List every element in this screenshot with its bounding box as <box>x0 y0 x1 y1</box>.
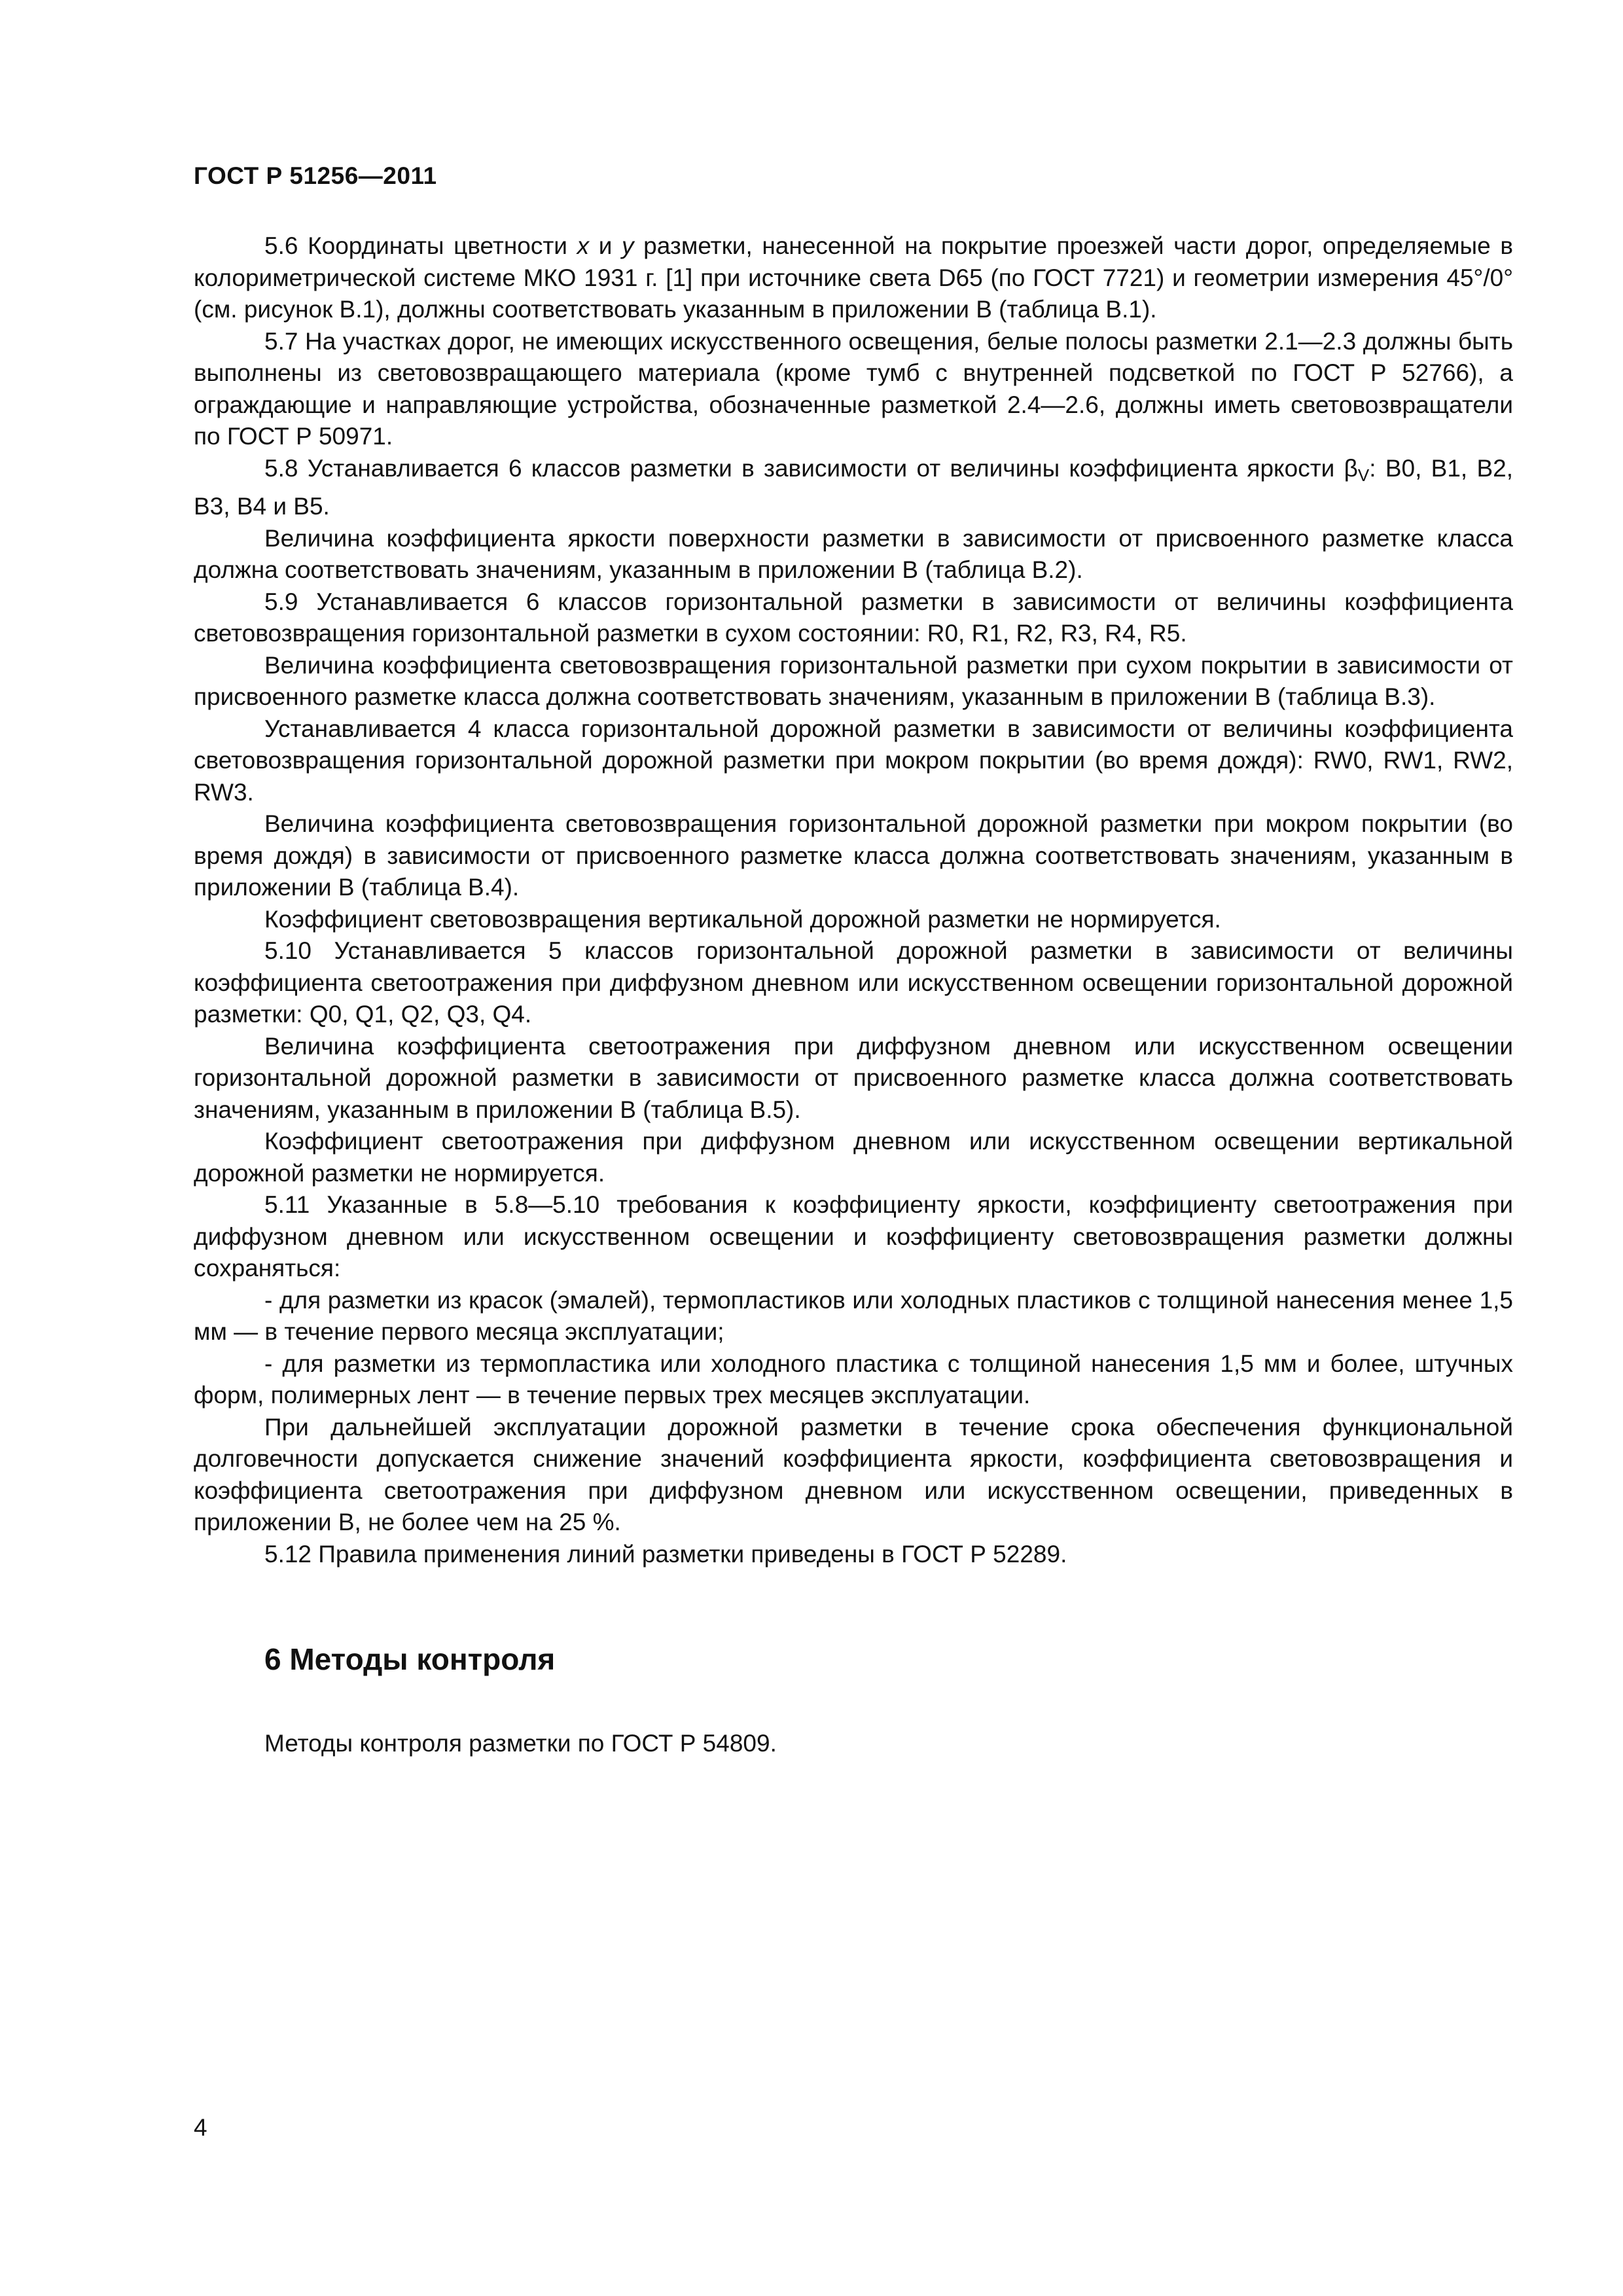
paragraph-5-6 <box>194 230 1513 326</box>
list-item: - для разметки из термопластика или холодного пластика с толщиной нанесения 1,5 мм и более, штучных форм, полимерных лент — в течение первых трех месяцев эксплуатации. <box>194 1350 1513 1408</box>
page-number: 4 <box>194 2114 207 2141</box>
paragraph-text: разметки, нанесенной на покрытие проезжей части дорог, определяемые в колориметрической системе МКО 1931 г. [1] при источнике света D65 (по ГОСТ 7721) и геометрии измерения 45°/0° (см. рисунок В.1), должны соответствовать указанным в приложении В (таблица В.1). <box>194 232 1513 323</box>
paragraph-retroreflection-dry: Величина коэффициента световозвращения горизонтальной разметки при сухом покрытии в зависимости от присвоенного разметке класса должна соответствовать значениям, указанным в приложении В (таблица В.3). <box>194 651 1513 710</box>
symbol-x: x <box>577 232 590 259</box>
paragraph-further-operation: При дальнейшей эксплуатации дорожной разметки в течение срока обеспечения функциональной долговечности допускается снижение значений коэффициента яркости, коэффициента световозвращения и коэффициента светоотражения при диффузном дневном или искусственном освещении, приведенных в приложении В, не более чем на 25 %. <box>194 1413 1513 1535</box>
symbol-y: y <box>622 232 634 259</box>
paragraph-brightness: Величина коэффициента яркости поверхности разметки в зависимости от присвоенного разметке класса должна соответствовать значениям, указанным в приложении В (таблица В.2). <box>194 524 1513 583</box>
symbol-subscript-v: V <box>1357 465 1370 485</box>
section-text: Методы контроля разметки по ГОСТ Р 54809. <box>264 1730 777 1757</box>
paragraph-vertical-retroreflection: Коэффициент световозвращения вертикальной дорожной разметки не нормируется. <box>264 905 1221 933</box>
paragraph-5-12: 5.12 Правила применения линий разметки приведены в ГОСТ Р 52289. <box>264 1540 1067 1568</box>
paragraph-5-8 <box>194 453 1513 523</box>
paragraph-5-9: 5.9 Устанавливается 6 классов горизонтальной разметки в зависимости от величины коэффициента световозвращения горизонтальной разметки в сухом состоянии: R0, R1, R2, R3, R4, R5. <box>194 588 1513 647</box>
document-header: ГОСТ Р 51256—2011 <box>194 162 437 189</box>
document-body <box>194 230 1513 1570</box>
symbol-beta: β <box>1344 454 1358 482</box>
list-item: - для разметки из красок (эмалей), термопластиков или холодных пластиков с толщиной нанесения менее 1,5 мм — в течение первого месяца эксплуатации; <box>194 1286 1513 1345</box>
paragraph-5-7: 5.7 На участках дорог, не имеющих искусственного освещения, белые полосы разметки 2.1—2.3 должны быть выполнены из световозвращающего материала (кроме тумб с внутренней подсветкой по ГОСТ Р 52766), а ограждающие и направляющие устройства, обозначенные разметкой 2.4—2.6, должны иметь световозвращатели по ГОСТ Р 50971. <box>194 327 1513 450</box>
paragraph-5-10: 5.10 Устанавливается 5 классов горизонтальной дорожной разметки в зависимости от величины коэффициента светоотражения при диффузном дневном или искусственном освещении горизонтальной дорожной разметки: Q0, Q1, Q2, Q3, Q4. <box>194 937 1513 1028</box>
paragraph-wet-classes: Устанавливается 4 класса горизонтальной дорожной разметки в зависимости от величины коэффициента световозвращения горизонтальной дорожной разметки при мокром покрытии (во время дождя): RW0, RW1, RW2, RW3. <box>194 715 1513 806</box>
paragraph-text: 5.8 Устанавливается 6 классов разметки в зависимости от величины коэффициента яркости <box>264 454 1344 482</box>
paragraph-retroreflection-wet: Величина коэффициента световозвращения горизонтальной дорожной разметки при мокром покрытии (во время дождя) в зависимости от присвоенного разметке класса должна соответствовать значениям, указанным в приложении В (таблица В.4). <box>194 810 1513 901</box>
paragraph-text: и <box>589 232 622 259</box>
paragraph-vertical-luminance: Коэффициент светоотражения при диффузном дневном или искусственном освещении вертикальной дорожной разметки не нормируется. <box>194 1128 1513 1187</box>
paragraph-5-11: 5.11 Указанные в 5.8—5.10 требования к коэффициенту яркости, коэффициенту светоотражения при диффузном дневном или искусственном освещении и коэффициенту световозвращения разметки должны сохраняться: <box>194 1191 1513 1282</box>
section-title: 6 Методы контроля <box>264 1642 556 1676</box>
paragraph-text: : B0, B1, B2, B3, B4 и B5. <box>194 454 1513 520</box>
paragraph-luminance-value: Величина коэффициента светоотражения при диффузном дневном или искусственном освещении горизонтальной дорожной разметки в зависимости от присвоенного разметке класса должна соответствовать значениям, указанным в приложении В (таблица В.5). <box>194 1032 1513 1123</box>
paragraph-text: 5.6 Координаты цветности <box>264 232 577 259</box>
